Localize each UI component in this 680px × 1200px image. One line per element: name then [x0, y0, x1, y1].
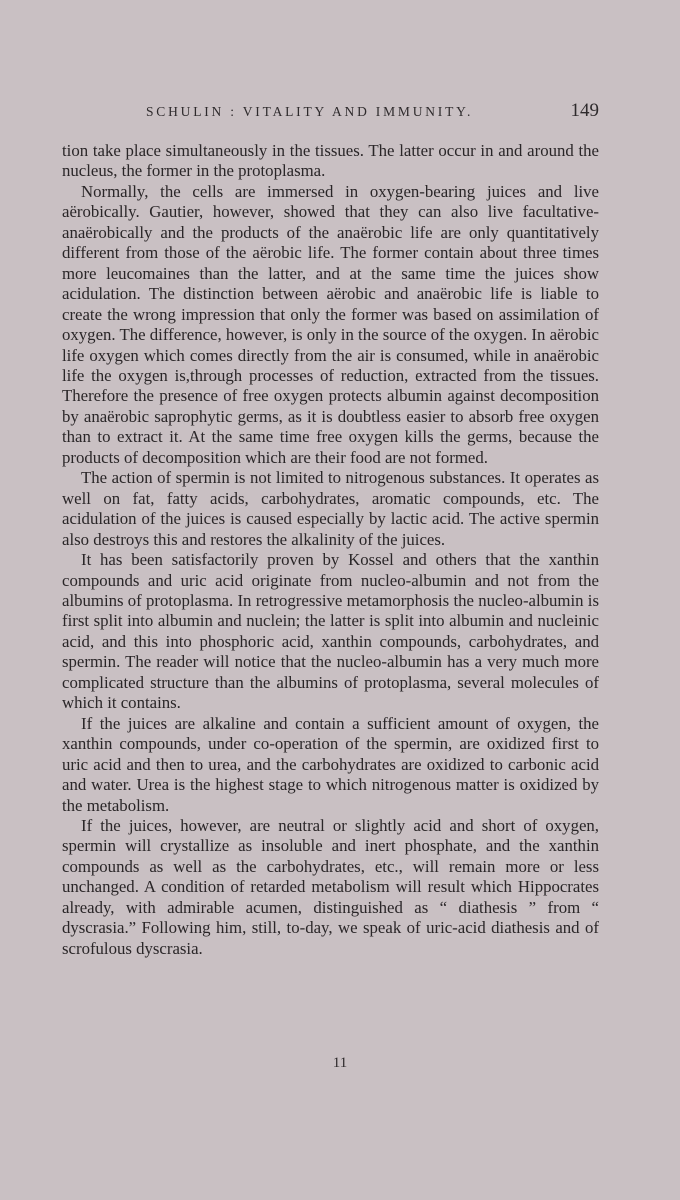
- body-text: [62, 141, 599, 959]
- paragraph-spermin-action: The action of spermin is not limited to nitrogenous substances. It operates as well on fat, fatty acids, carbohydrates, aromatic compounds, etc. The acidulation of the juices is caused especially by lactic acid. The active spermin also destroys this and restores the alkalinity of the juices.: [62, 468, 599, 549]
- running-head: [62, 100, 602, 122]
- paragraph-alkaline-juices: If the juices are alkaline and contain a sufficient amount of oxygen, the xanthin compounds, under co-operation of the spermin, are oxidized first to uric acid and then to urea, and the carbohydrates are oxidized to carbonic acid and water. Urea is the highest stage to which nitrogenous matter is oxidized by the metabolism.: [62, 713, 599, 815]
- page-number: 149: [570, 100, 599, 121]
- running-title: SCHULIN : VITALITY AND IMMUNITY.: [146, 104, 474, 119]
- paragraph-aerobic-life: Normally, the cells are immersed in oxygen-bearing juices and live aërobically. Gautier, however, showed that they can also live facultative-anaërobically and the products of the anaërobic life are only quantitatively different from those of the aërobic life. The former contain about three times more leucomaines than the latter, and at the same time the juices show acidulation. The distinction between aërobic and anaërobic life is liable to create the wrong impression that only the former was based on assimilation of oxygen. The difference, however, is only in the source of the oxygen. In aërobic life oxygen which comes directly from the air is consumed, while in anaërobic life the oxygen is,through processes of reduction, extracted from the tissues. Therefore the presence of free oxygen protects albumin against decomposition by anaërobic saprophytic germs, as it is doubtless easier to absorb free oxygen than to extract it. At the same time free oxygen kills the germs, because the products of decomposition which are their food are not formed.: [62, 181, 599, 467]
- paragraph-continuation: tion take place simultaneously in the tissues. The latter occur in and around the nucleus, the former in the protoplasma.: [62, 141, 599, 181]
- signature-mark: 11: [332, 1055, 348, 1071]
- paragraph-acid-juices: If the juices, however, are neutral or slightly acid and short of oxygen, spermin will crystallize as insoluble and inert phosphate, and the xanthin compounds as well as the carbohydrates, etc., will remain more or less unchanged. A condition of retarded metabolism will result which Hippocrates already, with admirable acumen, distinguished as “ diathesis ” from “ dyscrasia.” Following him, still, to-day, we speak of uric-acid diathesis and of scrofulous dyscrasia.: [62, 815, 599, 958]
- paragraph-xanthin-origin: It has been satisfactorily proven by Kossel and others that the xanthin compounds and uric acid originate from nucleo-albumin and not from the albumins of protoplasma. In retrogressive metamorphosis the nucleo-albumin is first split into albumin and nuclein; the latter is split into albumin and nucleinic acid, and this into phosphoric acid, xanthin compounds, carbohydrates, and spermin. The reader will notice that the nucleo-albumin has a very much more complicated structure than the albumins of protoplasma, several molecules of which it contains.: [62, 550, 599, 713]
